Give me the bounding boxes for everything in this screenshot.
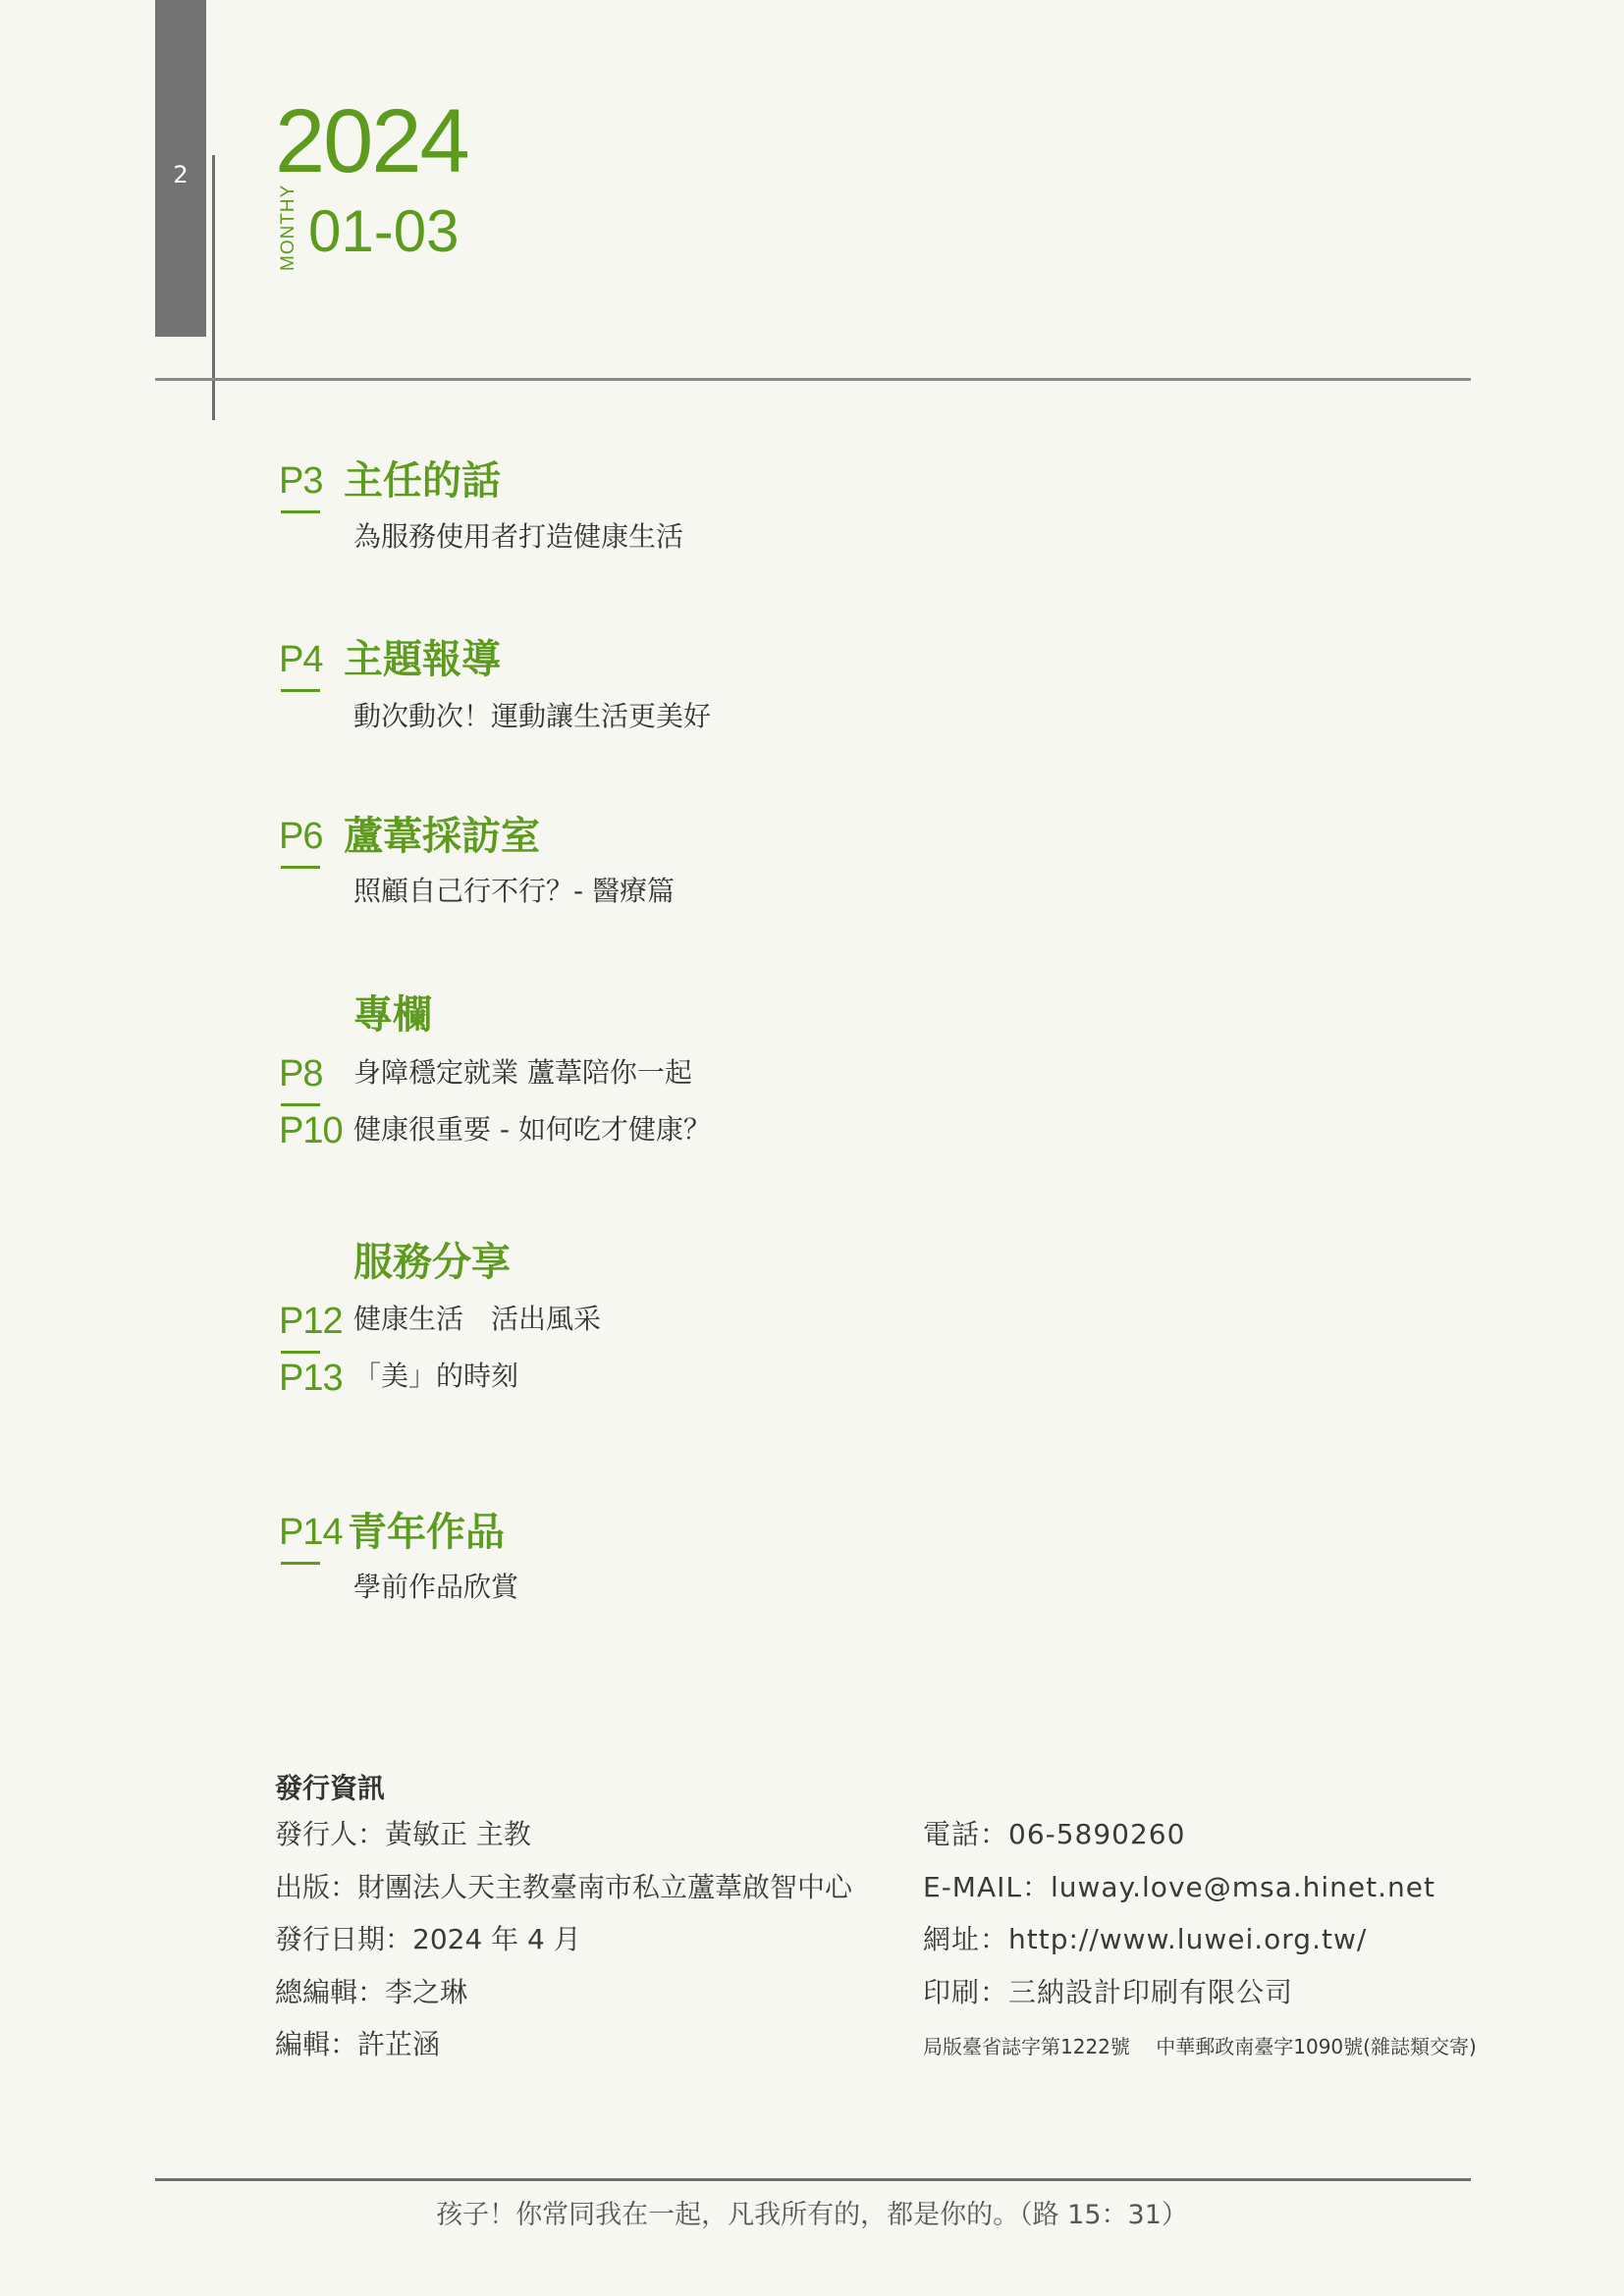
toc-page-p3[interactable]: P3 xyxy=(279,460,323,502)
publication-date: 發行日期：2024 年 4 月 xyxy=(275,1923,581,1955)
issue-months: 01-03 xyxy=(308,198,460,264)
toc-title-share[interactable]: 服務分享 xyxy=(353,1240,511,1285)
chief-editor: 總編輯：李之琳 xyxy=(275,1975,468,2008)
toc-page-p12[interactable]: P12 xyxy=(279,1301,343,1342)
toc-subtitle-youth: 學前作品欣賞 xyxy=(353,1571,519,1603)
toc-title-column[interactable]: 專欄 xyxy=(353,992,432,1038)
footer-divider xyxy=(155,2178,1471,2181)
toc-entry-health[interactable]: 健康很重要 - 如何吃才健康？ xyxy=(353,1113,711,1146)
toc-entry-employment[interactable]: 身障穩定就業 蘆葦陪你一起 xyxy=(353,1056,692,1089)
email[interactable]: E-MAIL：luway.love@msa.hinet.net xyxy=(923,1870,1435,1903)
publication-heading: 發行資訊 xyxy=(275,1772,386,1804)
toc-subtitle-director: 為服務使用者打造健康生活 xyxy=(353,520,684,553)
monthy-label: MONTHY xyxy=(278,184,298,271)
toc-entry-healthy-life[interactable]: 健康生活 活出風采 xyxy=(353,1303,602,1335)
toc-subtitle-feature: 動次動次！運動讓生活更美好 xyxy=(353,700,712,732)
issue-year: 2024 xyxy=(275,91,468,191)
publication-info-left xyxy=(275,1815,852,2078)
toc-title-director[interactable]: 主任的話 xyxy=(344,458,501,504)
toc-page-p6[interactable]: P6 xyxy=(279,816,323,857)
toc-page-p8[interactable]: P8 xyxy=(279,1053,323,1095)
footer-verse: 孩子！你常同我在一起，凡我所有的，都是你的。（路 15：31） xyxy=(436,2200,1188,2230)
website[interactable]: 網址：http://www.luwei.org.tw/ xyxy=(923,1923,1368,1955)
toc-page-p10[interactable]: P10 xyxy=(279,1110,343,1151)
toc-entry-beauty[interactable]: 「美」的時刻 xyxy=(353,1360,519,1392)
header-divider xyxy=(155,378,1471,381)
page-number: 2 xyxy=(173,161,189,188)
toc-title-youth[interactable]: 青年作品 xyxy=(348,1510,505,1555)
toc-page-p13[interactable]: P13 xyxy=(279,1358,343,1399)
toc-page-p4[interactable]: P4 xyxy=(279,639,323,680)
printer: 印刷：三納設計印刷有限公司 xyxy=(923,1975,1294,2008)
phone: 電話：06-5890260 xyxy=(923,1818,1186,1850)
toc-page-p14[interactable]: P14 xyxy=(279,1512,343,1553)
toc-subtitle-interview: 照顧自己行不行？- 醫療篇 xyxy=(353,875,676,907)
publication-info-right xyxy=(923,1815,1435,2025)
registration-numbers: 局版臺省誌字第1222號 中華郵政南臺字1090號(雜誌類交寄) xyxy=(923,2035,1477,2058)
toc-title-feature[interactable]: 主題報導 xyxy=(344,637,501,682)
toc-title-interview[interactable]: 蘆葦採訪室 xyxy=(344,814,540,859)
publisher: 發行人：黃敏正 主教 xyxy=(275,1818,531,1850)
issuing-organization: 出版：財團法人天主教臺南市私立蘆葦啟智中心 xyxy=(275,1870,853,1903)
editor: 編輯：許芷涵 xyxy=(275,2028,441,2060)
